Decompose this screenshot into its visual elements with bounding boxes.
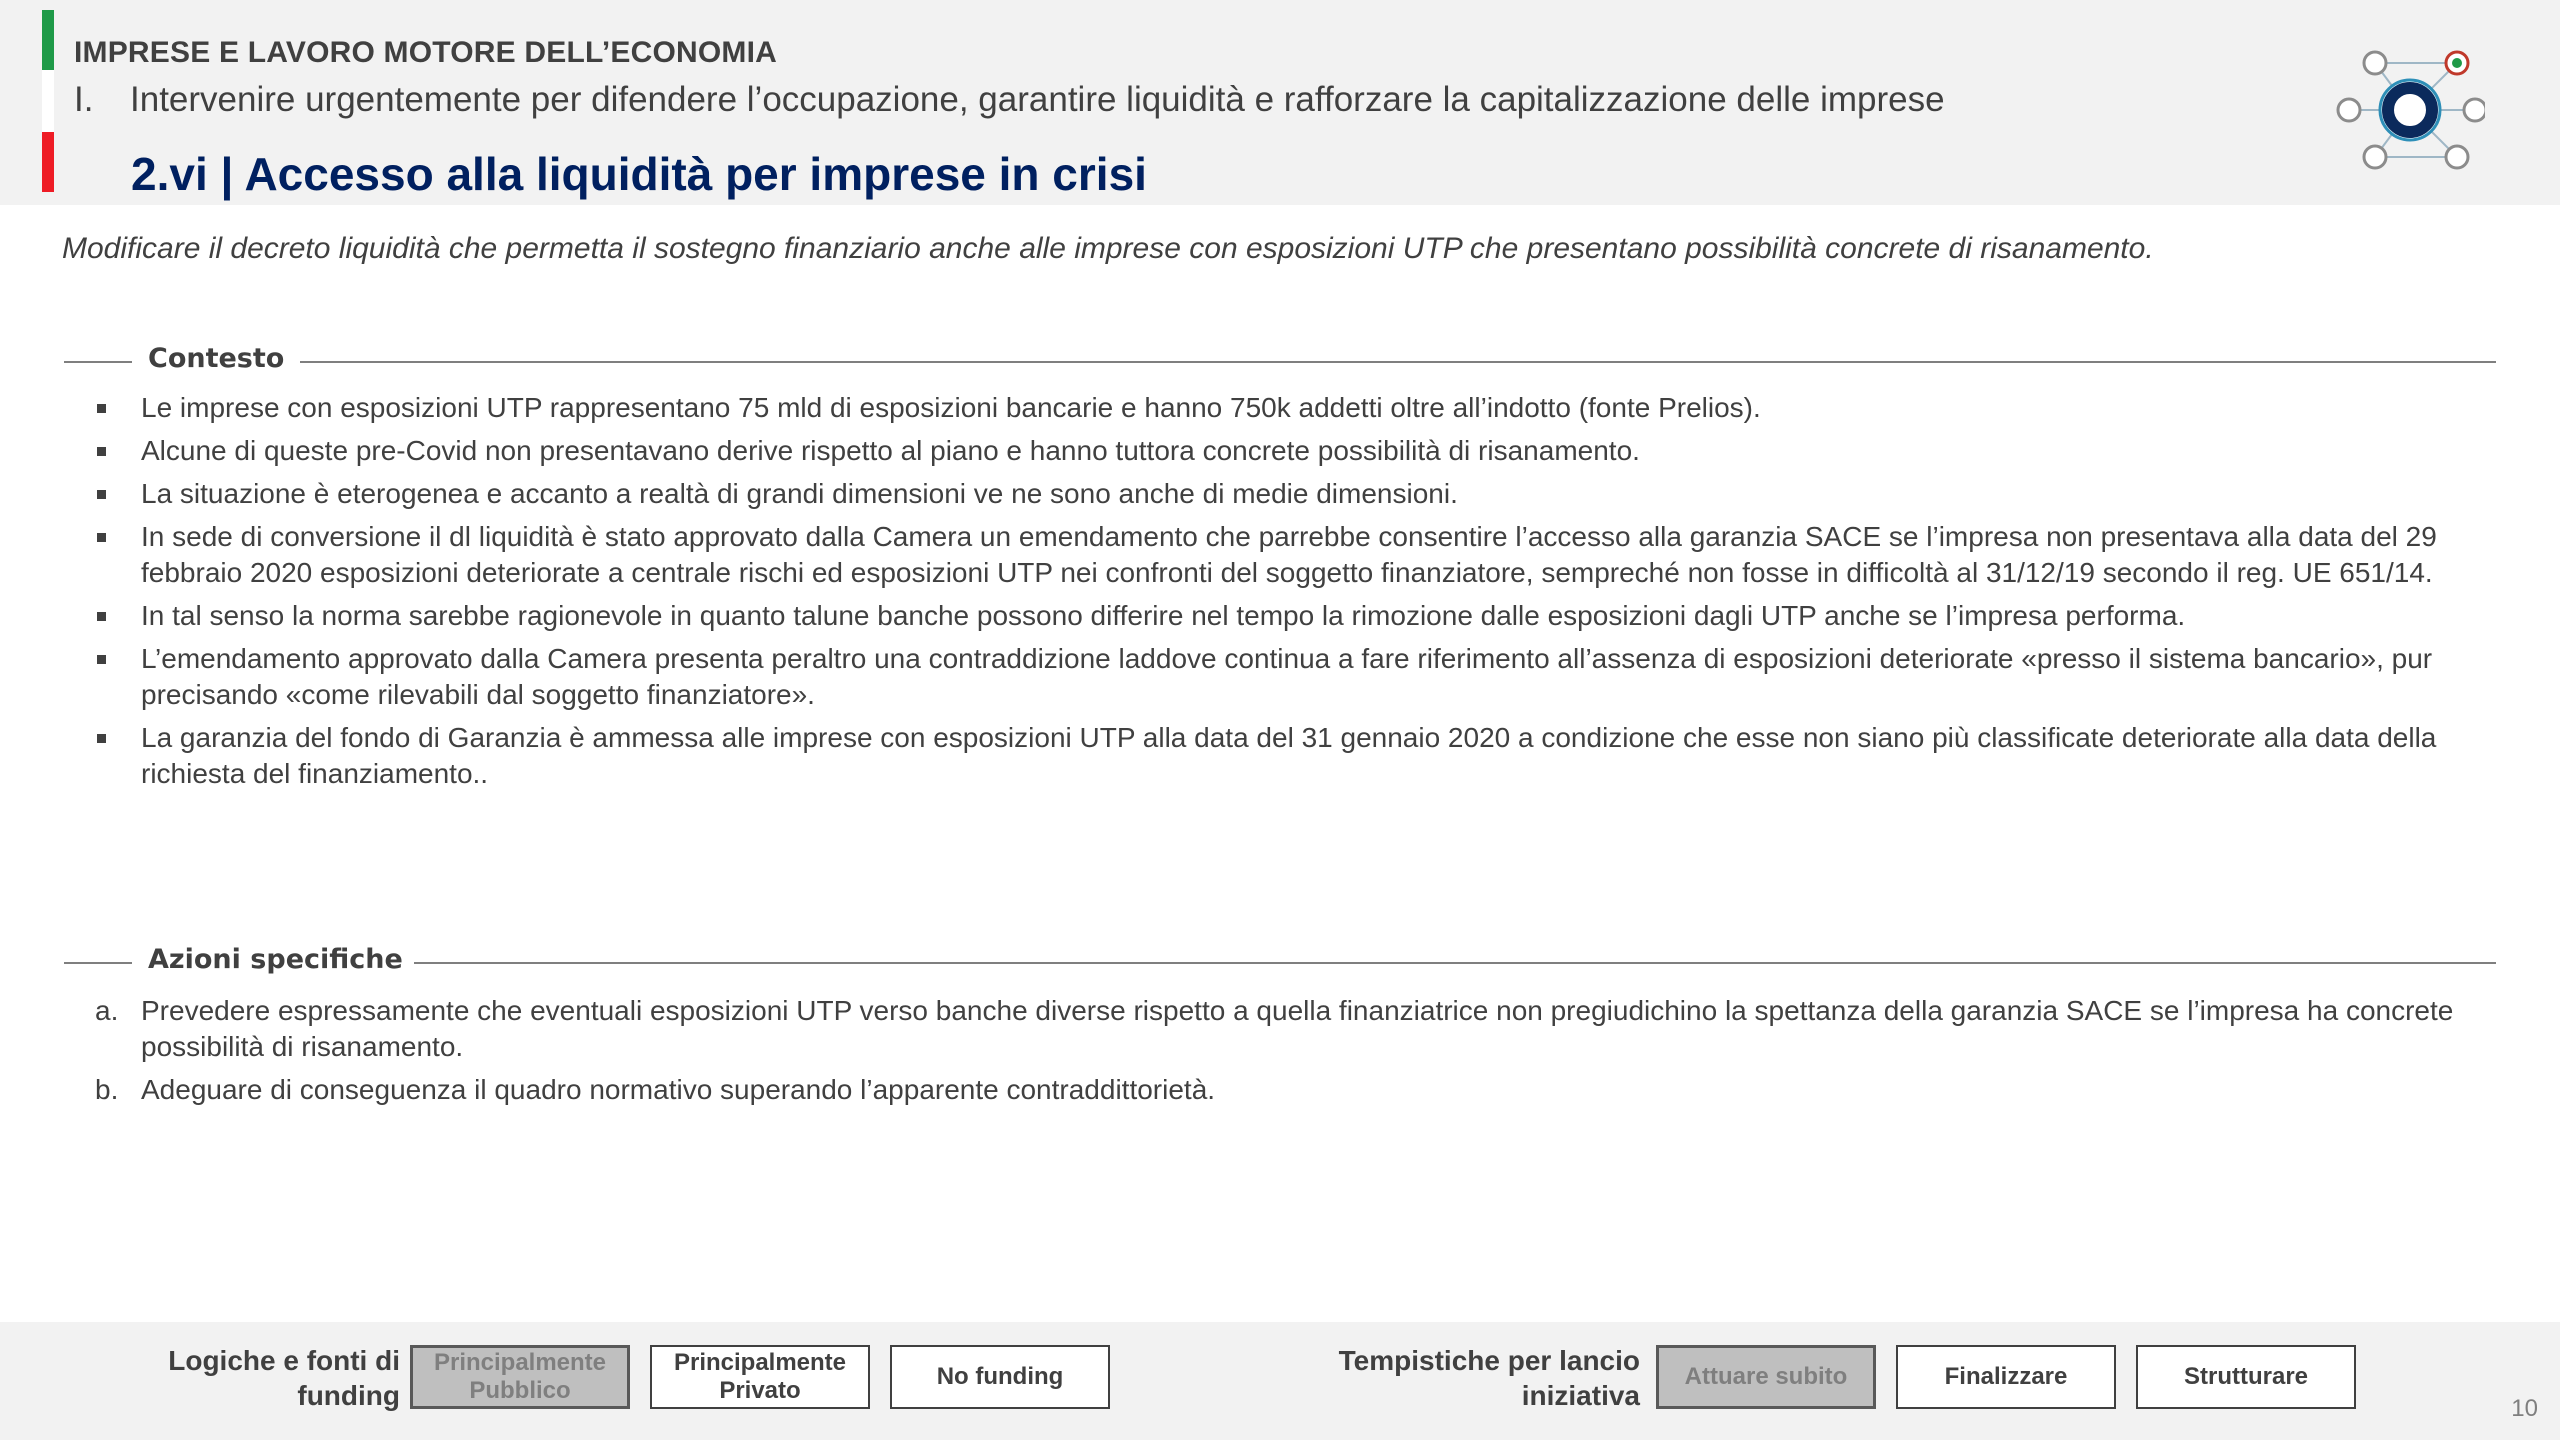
funding-option-no-funding[interactable]: No funding: [890, 1345, 1110, 1409]
list-item: Alcune di queste pre-Covid non presentavano derive rispetto al piano e hanno tuttora concrete possibilità di risanamento.: [94, 433, 2494, 469]
azioni-header: [64, 942, 2496, 982]
funding-option-privato[interactable]: Principalmente Privato: [650, 1345, 870, 1409]
list-item: In sede di conversione il dl liquidità è stato approvato dalla Camera un emendamento che parrebbe consentire l’accesso alla garanzia SACE se l’impresa non presentava alla data del 29 febbraio 2020 esposizioni deteriorate a centrale rischi ed esposizioni UTP nei confronti del soggetto finanziatore, sempreché non fosse in difficoltà al 31/12/19 secondo il reg. UE 651/14.: [94, 519, 2494, 591]
list-item: L’emendamento approvato dalla Camera presenta peraltro una contraddizione laddove continua a fare riferimento all’assenza di esposizioni deteriorate «presso il sistema bancario», pur precisando «come rilevabili dal soggetto finanziatore».: [94, 641, 2494, 713]
timing-label: [1280, 1343, 1640, 1413]
divider-line: [64, 361, 132, 363]
contesto-list: [94, 390, 2494, 799]
section-title: IMPRESE E LAVORO MOTORE DELL’ECONOMIA: [74, 36, 778, 69]
list-item-text: Prevedere espressamente che eventuali esposizioni UTP verso banche diverse rispetto a quella finanziatrice non pregiudichino la spettanza della garanzia SACE se l’impresa ha concrete possibilità di risanamento.: [141, 995, 2454, 1062]
subtitle: [74, 80, 1945, 120]
list-item: La situazione è eterogenea e accanto a realtà di grandi dimensioni ve ne sono anche di medie dimensioni.: [94, 476, 2494, 512]
subtitle-text: Intervenire urgentemente per difendere l’occupazione, garantire liquidità e rafforzare la capitalizzazione delle imprese: [130, 80, 1945, 119]
subtitle-number: I.: [74, 80, 94, 119]
list-item-text: Adeguare di conseguenza il quadro normativo superando l’apparente contraddittorietà.: [141, 1074, 1216, 1105]
list-marker: a.: [95, 995, 119, 1026]
divider-line: [64, 962, 132, 964]
list-item: [94, 993, 2494, 1065]
flag-green-stripe: [42, 10, 54, 70]
divider-line: [300, 361, 2496, 363]
contesto-label: Contesto: [148, 343, 285, 374]
contesto-header: [64, 341, 2496, 381]
timing-option-finalizzare[interactable]: Finalizzare: [1896, 1345, 2116, 1409]
funding-label-line: Logiche e fonti di: [168, 1345, 400, 1376]
list-item: Le imprese con esposizioni UTP rappresentano 75 mld di esposizioni bancarie e hanno 750k addetti oltre all’indotto (fonte Prelios).: [94, 390, 2494, 426]
page-number: 10: [2511, 1395, 2538, 1422]
timing-option-strutturare[interactable]: Strutturare: [2136, 1345, 2356, 1409]
list-item: In tal senso la norma sarebbe ragionevole in quanto talune banche possono differire nel tempo la rimozione dalle esposizioni dagli UTP anche se l’impresa performa.: [94, 598, 2494, 634]
azioni-list: [94, 993, 2494, 1115]
funding-option-pubblico[interactable]: Principalmente Pubblico: [410, 1345, 630, 1409]
page-title: 2.vi | Accesso alla liquidità per imprese in crisi: [131, 148, 1147, 200]
list-item: [94, 1072, 2494, 1108]
list-marker: b.: [95, 1074, 119, 1105]
funding-label-line: funding: [297, 1380, 400, 1411]
funding-label: [120, 1343, 400, 1413]
intro-text: Modificare il decreto liquidità che permetta il sostegno finanziario anche alle imprese con esposizioni UTP che presentano possibilità concrete di risanamento.: [62, 232, 2154, 265]
list-item: La garanzia del fondo di Garanzia è ammessa alle imprese con esposizioni UTP alla data del 31 gennaio 2020 a condizione che esse non siano più classificate deteriorate alla data della richiesta del finanziamento..: [94, 720, 2494, 792]
timing-label-line: iniziativa: [1521, 1380, 1640, 1411]
azioni-label: Azioni specifiche: [148, 944, 403, 975]
network-circle-logo-icon: [2335, 45, 2485, 175]
timing-option-attuare-subito[interactable]: Attuare subito: [1656, 1345, 1876, 1409]
flag-white-stripe: [42, 70, 54, 132]
timing-label-line: Tempistiche per lancio: [1338, 1345, 1640, 1376]
flag-red-stripe: [42, 132, 54, 192]
divider-line: [414, 962, 2496, 964]
